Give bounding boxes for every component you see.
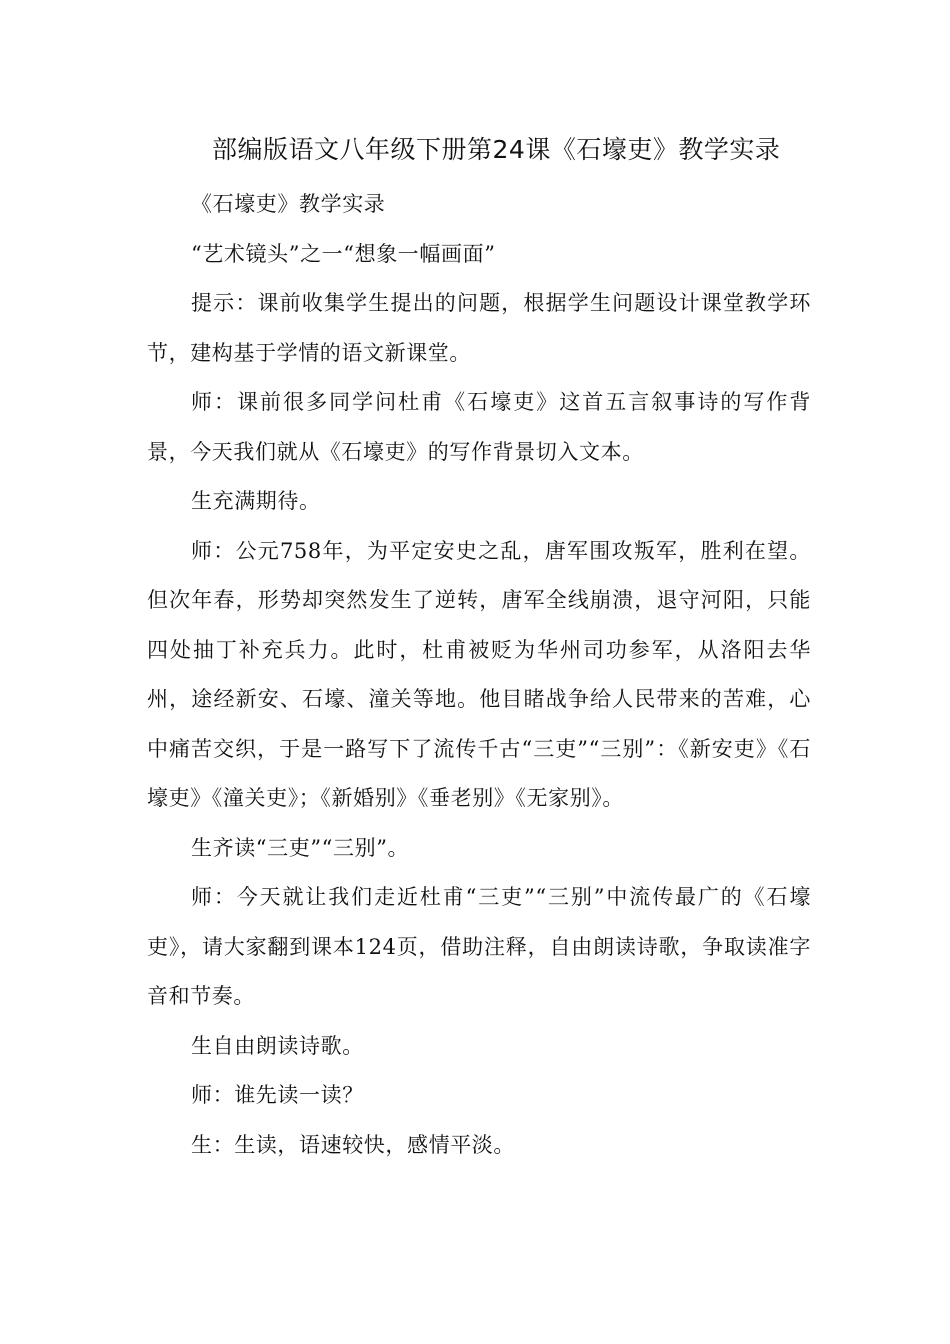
paragraph-teacher-intro: 师：课前很多同学问杜甫《石壕吏》这首五言叙事诗的写作背景，今天我们就从《石壕吏》的写作背景切入文本。 xyxy=(147,390,811,464)
paragraph-teacher-instruction: 师：今天就让我们走近杜甫“三吏”“三别”中流传最广的《石壕吏》，请大家翻到课本124页，借助注释，自由朗读诗歌，争取读准字音和节奏。 xyxy=(147,885,811,1008)
paragraph-student-response: 生充满期待。 xyxy=(191,489,321,513)
paragraph-student-free-reading: 生自由朗读诗歌。 xyxy=(191,1033,364,1058)
paragraph-teacher-background: 师：公元758年，为平定安史之乱，唐军围攻叛军，胜利在望。但次年春，形势却突然发生了逆转，唐军全线崩溃，退守河阳，只能四处抽丁补充兵力。此时，杜甫被贬为华州司功参军，从洛阳去华州，途经新安、石壕、潼关等地。他目睹战争给人民带来的苦难，心中痛苦交织，于是一路写下了流传千古“三吏”“三别”：《新安吏》《石壕吏》《潼关吏》；《新婚别》《垂老别》《无家别》。 xyxy=(147,538,811,810)
paragraph-student-reading: 生齐读“三吏”“三别”。 xyxy=(191,835,410,860)
paragraph-teacher-question: 师：谁先读一读？ xyxy=(191,1083,364,1107)
paragraph-subtitle: 《石壕吏》教学实录 xyxy=(191,192,386,216)
document-body xyxy=(147,180,811,1170)
paragraph-tip: 提示：课前收集学生提出的问题，根据学生问题设计课堂教学环节，建构基于学情的语文新课堂。 xyxy=(147,291,811,365)
document-title: 部编版语文八年级下册第24课《石壕吏》教学实录 xyxy=(212,135,781,164)
paragraph-section-heading: “艺术镜头”之一“想象一幅画面” xyxy=(191,241,496,266)
paragraph-student-answer: 生：生读，语速较快，感情平淡。 xyxy=(191,1132,515,1157)
